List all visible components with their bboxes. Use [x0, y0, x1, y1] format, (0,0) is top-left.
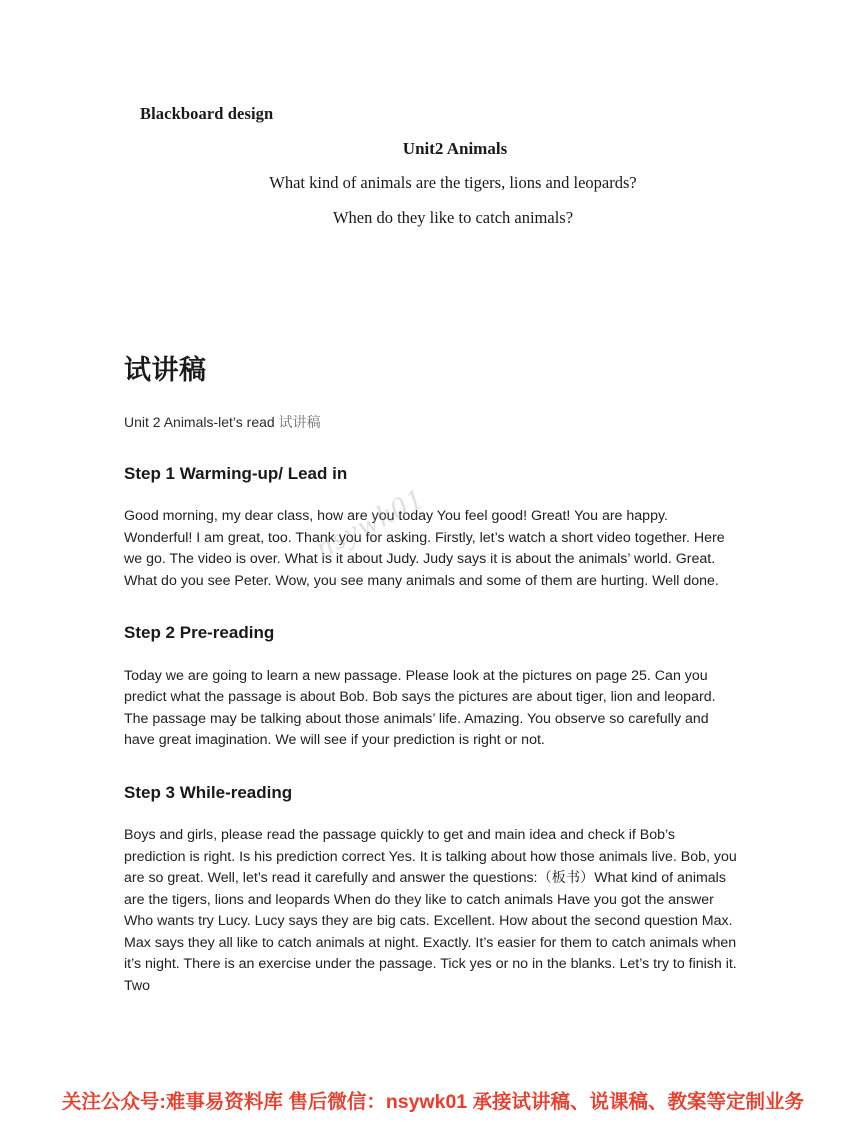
document-subtitle-cn: 试讲稿 — [278, 414, 321, 431]
step-1-heading: Step 1 Warming-up/ Lead in — [124, 464, 348, 484]
page-title: 试讲稿 — [124, 355, 207, 385]
step-2-body: Today we are going to learn a new passage. Please look at the pictures on page 25. Can you predict what the passage is about Bob. Bob says the pictures are about tiger, lion and leopard. The passage may be talking about those animals’ life. Amazing. You observe so carefully and have great imagination. We will see if your prediction is right or not. — [124, 667, 716, 749]
step-2-heading: Step 2 Pre-reading — [124, 623, 275, 643]
blackboard-unit-title: Unit2 Animals — [402, 139, 508, 158]
footer-promo-banner: 关注公众号:难事易资料库 售后微信：nsywk01 承接试讲稿、说课稿、教案等定制业务 — [61, 1090, 805, 1113]
blackboard-question-2: When do they like to catch animals? — [332, 208, 574, 227]
blackboard-question-1: What kind of animals are the tigers, lions and leopards? — [269, 173, 637, 192]
step-3-body: Boys and girls, please read the passage quickly to get and main idea and check if Bob’s prediction is right. Is his prediction correct Yes. It is talking about how those animals live. Bob, you are so great. Well, let’s read it carefully and answer the questions:（板书）What kind of animals are the tigers, lions and leopards When do they like to catch animals Have you got the answer Who wants try Lucy. Lucy says they are big cats. Excellent. How about the second question Max. Max says they all like to catch animals at night. Exactly. It’s easier for them to catch animals when it’s night. There is an exercise under the passage. Tick yes or no in the blanks. Let’s try to finish it. Two — [124, 826, 737, 994]
watermark-text: nsywk01 — [310, 481, 430, 565]
lesson-plan-body — [124, 355, 740, 998]
document-subtitle-en: Unit 2 Animals-let’s read — [124, 414, 279, 431]
blackboard-design-label: Blackboard design — [140, 104, 274, 123]
step-3-heading: Step 3 While-reading — [124, 782, 293, 802]
document-subtitle — [124, 412, 740, 433]
step-1-body: Good morning, my dear class, how are you today You feel good! Great! You are happy. Wonderful! I am great, too. Thank you for asking. Firstly, let’s watch a short video together. Here we go. The video is over. What is it about Judy. Judy says it is about the animals’ world. Great. What do you see Peter. Wow, you see many animals and some of them are hurting. Well done. — [124, 508, 725, 589]
